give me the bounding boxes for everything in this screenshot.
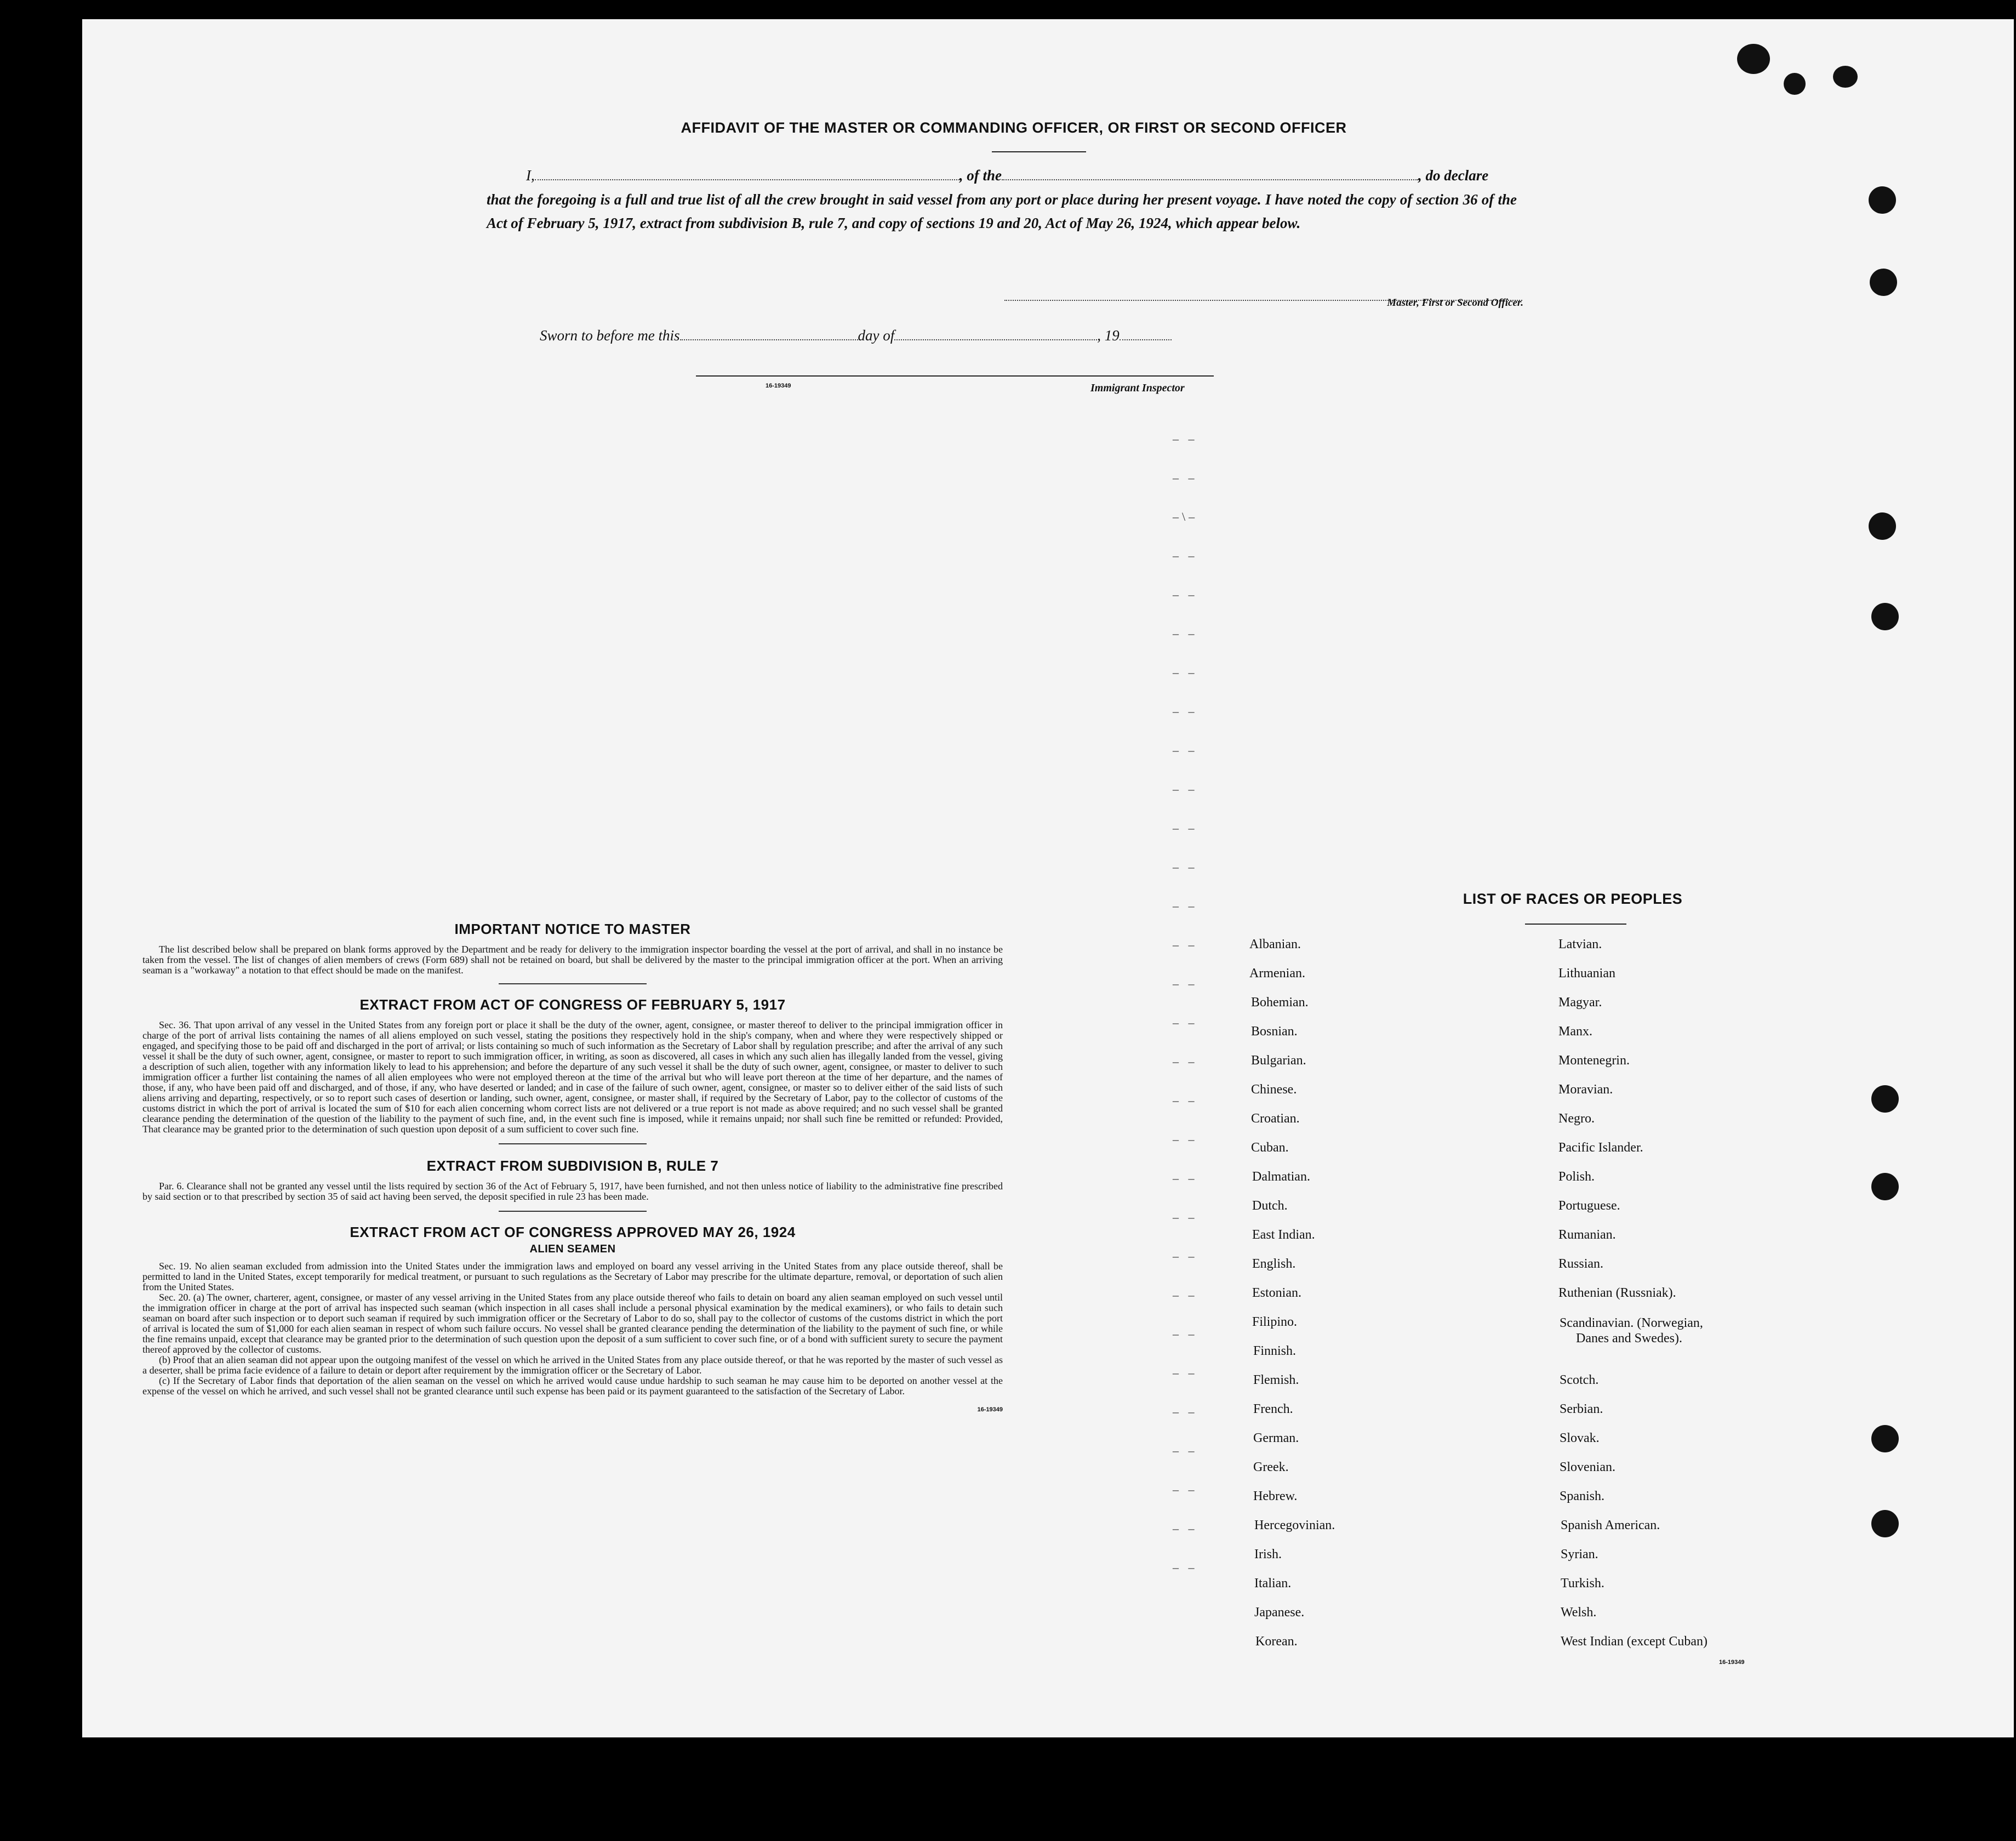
ink-stain — [1784, 73, 1806, 95]
title-rule — [992, 151, 1086, 152]
punch-hole — [1870, 269, 1897, 296]
punch-hole — [1871, 1425, 1899, 1452]
race-item: Latvian. — [1558, 937, 1602, 951]
notices-column — [142, 921, 1003, 1413]
name-field[interactable] — [535, 166, 960, 180]
sec20b-body: (b) Proof that an alien seaman did not appear upon the outgoing manifest of the vessel on which he arrived in the United States from any place outside thereof, or that he was reported by the master of such vessel as a deserter, shall be prima facie evidence of a failure to detain or deport after requirement by the immigration officer or the Secretary of Labor. — [142, 1354, 1003, 1376]
sworn-line — [540, 326, 1172, 344]
race-item: Ruthenian (Russniak). — [1558, 1286, 1676, 1300]
race-item: Montenegrin. — [1558, 1053, 1630, 1068]
punch-hole — [1869, 186, 1896, 214]
punch-hole — [1869, 512, 1896, 540]
divider — [499, 1211, 647, 1212]
race-item: Greek. — [1253, 1460, 1289, 1474]
year-field[interactable] — [1120, 326, 1172, 340]
race-item: Bohemian. — [1251, 995, 1309, 1010]
race-item: Slovenian. — [1560, 1460, 1615, 1474]
race-item: Syrian. — [1561, 1547, 1598, 1561]
race-item: Dalmatian. — [1252, 1170, 1310, 1184]
notice-body: The list described below shall be prepared on blank forms approved by the Department and be ready for delivery to the immigration inspector boarding the vessel at the port of arrival, and shall in no instance be taken from the vessel. The list of changes of alien members of crews (Form 689) shall not be retained on board, but shall be delivered by the master to the principal immigration officer at the port. When an arriving seaman is a "workaway" a notation to that effect should be made on the manifest. — [142, 944, 1003, 976]
race-item: Italian. — [1254, 1576, 1292, 1591]
race-item: Slovak. — [1560, 1431, 1600, 1445]
column-marks: – – – – –\– – – – – – – – – – – – – – – – – – – – – – – – – – – – – – – – – – – – – – – – – – – – – – – – – – – – – – – — [1173, 432, 1198, 1574]
vessel-field[interactable] — [1002, 166, 1418, 180]
race-item: West Indian (except Cuban) — [1561, 1634, 1707, 1649]
race-item: Rumanian. — [1558, 1228, 1616, 1242]
extract-1924-title: EXTRACT FROM ACT OF CONGRESS APPROVED MAY 26, 1924 — [350, 1224, 796, 1240]
sec20a-body: Sec. 20. (a) The owner, charterer, agent, consignee, or master of any vessel arriving in the United States from any place outside thereof who fails to detain on board any alien seaman employed on such vessel until the immigration officer in charge at the port of arrival has inspected such seaman (which inspection in all cases shall include a personal physical examination by the medical examiners), or who fails to detain such seaman on board after such inspection or to deport such seaman if required by such immigration officer or the Secretary of Labor to do so, shall pay to the collector of customs of the customs district in which the port of arrival is located the sum of $1,000 for each alien seaman in respect of whom such failure occurs. No vessel shall be granted clearance pending the determination of the liability to the payment of such fine, or while the fine remains unpaid, except that clearance may be granted prior to the determination of such question upon the deposit of a sum sufficient to cover such fine, or of a bond with sufficient surety to secure the payment thereof approved by the collector of customs. — [142, 1292, 1003, 1355]
race-item: Filipino. — [1252, 1315, 1298, 1329]
race-item: Spanish. — [1560, 1489, 1605, 1503]
race-item: Russian. — [1558, 1257, 1604, 1271]
race-item: Lithuanian — [1558, 966, 1615, 981]
race-item: Croatian. — [1251, 1112, 1300, 1126]
month-field[interactable] — [894, 326, 1097, 340]
race-item: Scandinavian. (Norwegian, — [1560, 1316, 1703, 1330]
extract-1917-title: EXTRACT FROM ACT OF CONGRESS OF FEBRUARY 5, 1917 — [359, 996, 786, 1013]
extract-1917-body: Sec. 36. That upon arrival of any vessel in the United States from any foreign port or place it shall be the duty of the owner, agent, consignee, or master thereof to deliver to the principal immigration officer in charge of the port of arrival lists containing the names of all aliens employed on such vessel, stating the positions they respectively hold in the ship's company, when and where they were respectively shipped or engaged, and specifying those to be paid off and discharged in the port of arrival; or lists containing so much of such information as the Secretary of Labor shall by regulation prescribe; and after the arrival of any such vessel it shall be the duty of such owner, agent, consignee, or master to report to such immigration officer, in writing, as soon as discovered, all cases in which any such alien has illegally landed from the vessel, giving a description of such alien, together with any information likely to lead to his apprehension; and before the departure of any such vessel it shall be the duty of such owner, agent, consignee, or master to deliver to such immigration officer a further list containing the names of all alien employees who were not employed thereon at the time of the arrival but who will leave port thereon at the time of her departure, and the names of those, if any, who have been paid off and discharged, and of those, if any, who have deserted or landed; and in case of the failure of such owner, agent, consignee, or master so to deliver either of the said lists of such aliens arriving and departing, respectively, or so to report such cases of desertion or landing, such owner, agent, consignee, or master shall, if required by the Secretary of Labor, pay to the collector of customs of the customs district in which the port of arrival is located the sum of $10 for each alien concerning whom correct lists are not delivered or a true report is not made as above required; and no such vessel shall be granted clearance pending the determination of the question of the liability to the payment of such fine, and, in the event such fine is imposed, while it remains unpaid; nor shall such fine be remitted or refunded: Provided, That clearance may be granted prior to the determination of such question upon deposit of a sum sufficient to cover such fine. — [142, 1019, 1003, 1135]
ink-stain — [1737, 44, 1770, 74]
ink-stain — [1833, 66, 1858, 88]
race-item: Magyar. — [1558, 995, 1602, 1010]
sec19-body: Sec. 19. No alien seaman excluded from admission into the United States under the immigration laws and employed on board any vessel arriving in the United States from any place outside thereof, shall be permitted to land in the United States, except temporarily for medical treatment, or pursuant to such regulations as the Secretary of Labor may prescribe for the ultimate departure, removal, or deportation of such alien from the United States. — [142, 1261, 1003, 1292]
rule7-body: Par. 6. Clearance shall not be granted any vessel until the lists required by section 36 of the Act of February 5, 1917, have been furnished, and not then unless notice of liability to the administrative fine prescribed by said section or to that prescribed by section 35 of said act having been served, the deposit specified in rule 23 has been made. — [142, 1181, 1003, 1202]
affidavit-title: AFFIDAVIT OF THE MASTER OR COMMANDING OFFICER, OR FIRST OR SECOND OFFICER — [681, 119, 1347, 136]
race-item: Bulgarian. — [1251, 1053, 1306, 1068]
declaration-body: that the foregoing is a full and true list of all the crew brought in said vessel from any port or place during her present voyage. I have noted the copy of section 36 of the Act of February 5, 1917, extract from subdivision B, rule 7, and copy of sections 19 and 20, Act of May 26, 1924, which appear below. — [487, 191, 1517, 231]
race-item: English. — [1252, 1257, 1296, 1271]
extract-1924-subtitle: ALIEN SEAMEN — [529, 1243, 616, 1255]
race-item: Hercegovinian. — [1254, 1518, 1335, 1532]
race-item: Finnish. — [1253, 1344, 1297, 1358]
race-item: Flemish. — [1253, 1373, 1299, 1387]
rule7-title: EXTRACT FROM SUBDIVISION B, RULE 7 — [426, 1158, 719, 1174]
i-label: I, — [526, 167, 535, 184]
race-item: Scotch. — [1560, 1373, 1599, 1387]
notice-title: IMPORTANT NOTICE TO MASTER — [454, 921, 691, 937]
race-item: Japanese. — [1254, 1605, 1305, 1620]
declare-label: , do declare — [1418, 167, 1489, 184]
race-item: Portuguese. — [1558, 1199, 1620, 1213]
race-item: Spanish American. — [1561, 1518, 1660, 1532]
race-item: Turkish. — [1561, 1576, 1604, 1591]
race-item: Polish. — [1558, 1170, 1595, 1184]
punch-hole — [1871, 1510, 1899, 1537]
race-item: Dutch. — [1252, 1199, 1288, 1213]
day-field[interactable] — [680, 326, 858, 340]
race-item: Welsh. — [1561, 1605, 1597, 1620]
race-item: Manx. — [1558, 1024, 1592, 1039]
race-item: Albanian. — [1249, 937, 1301, 951]
signature-caption: Master, First or Second Officer. — [1387, 297, 1523, 309]
race-item: Irish. — [1254, 1547, 1282, 1561]
form-number-top: 16-19349 — [766, 383, 791, 389]
races-title: LIST OF RACES OR PEOPLES — [1463, 891, 1683, 907]
race-item: Moravian. — [1558, 1082, 1613, 1097]
form-page — [82, 19, 2014, 1737]
race-item: Chinese. — [1251, 1082, 1297, 1097]
race-item: German. — [1253, 1431, 1299, 1445]
inspector-caption: Immigrant Inspector — [1090, 382, 1185, 394]
race-item: Estonian. — [1252, 1286, 1301, 1300]
divider — [499, 1143, 647, 1144]
race-item: Cuban. — [1251, 1141, 1289, 1155]
race-item: Korean. — [1255, 1634, 1298, 1649]
punch-hole — [1871, 1173, 1899, 1200]
day-of-label: day of — [858, 327, 895, 344]
punch-hole — [1871, 1085, 1899, 1113]
inspector-signature-line[interactable] — [696, 375, 1214, 377]
sworn-label: Sworn to before me this — [540, 327, 680, 344]
form-number-left: 16-19349 — [977, 1406, 1003, 1413]
race-item: Danes and Swedes). — [1576, 1331, 1682, 1346]
form-number-right: 16-19349 — [1719, 1659, 1745, 1666]
declaration-line — [526, 166, 1512, 184]
of-the-label: , of the — [959, 167, 1002, 184]
race-item: Serbian. — [1560, 1402, 1603, 1416]
race-item: Bosnian. — [1251, 1024, 1298, 1039]
race-item: Negro. — [1558, 1112, 1595, 1126]
race-item: French. — [1253, 1402, 1293, 1416]
race-item: Hebrew. — [1253, 1489, 1298, 1503]
punch-hole — [1871, 603, 1899, 630]
divider — [499, 983, 647, 984]
sec20c-body: (c) If the Secretary of Labor finds that deportation of the alien seaman on the vessel on which he arrived would cause undue hardship to such seaman he may cause him to be deported on another vessel at the expense of the vessel on which he arrived, and such vessel shall not be granted clearance until such expense has been paid or its payment guaranteed to the satisfaction of the Secretary of Labor. — [142, 1375, 1003, 1397]
race-item: Armenian. — [1249, 966, 1305, 981]
race-item: East Indian. — [1252, 1228, 1315, 1242]
race-item: Pacific Islander. — [1558, 1141, 1643, 1155]
races-rule — [1525, 924, 1626, 925]
year-label: , 19 — [1097, 327, 1120, 344]
